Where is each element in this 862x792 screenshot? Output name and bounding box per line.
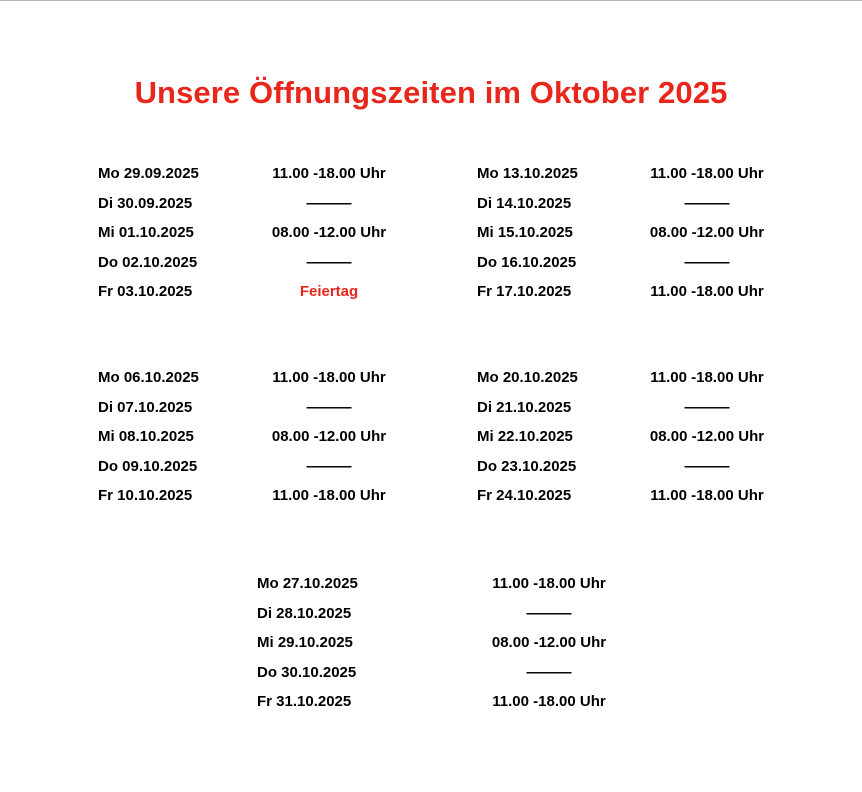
hours-value: 11.00 -18.00 Uhr <box>650 165 764 182</box>
hours-value: ——— <box>684 194 730 212</box>
hours-value: ——— <box>684 398 730 416</box>
day-label: Di 28.10.2025 <box>257 604 352 622</box>
day-label: Fr 17.10.2025 <box>477 283 572 300</box>
day-label: Fr 31.10.2025 <box>257 693 352 710</box>
hours-value: ——— <box>306 398 352 416</box>
day-label: Fr 10.10.2025 <box>98 487 193 504</box>
day-label: Fr 03.10.2025 <box>98 283 193 300</box>
hours-value: 08.00 -12.00 Uhr <box>271 224 387 241</box>
day-label: Mi 22.10.2025 <box>477 428 573 445</box>
hours-value: 11.00 -18.00 Uhr <box>272 165 386 182</box>
day-label: Mo 06.10.2025 <box>98 369 199 386</box>
day-label: Di 14.10.2025 <box>477 194 572 212</box>
hours-value: 11.00 -18.00 Uhr <box>272 487 386 504</box>
hours-value: 11.00 -18.00 Uhr <box>272 369 386 386</box>
hours-value: 08.00 -12.00 Uhr <box>491 634 607 651</box>
day-label: Do 23.10.2025 <box>477 457 577 475</box>
day-label: Do 16.10.2025 <box>477 253 577 271</box>
hours-value: 11.00 -18.00 Uhr <box>492 693 606 710</box>
day-label: Mi 29.10.2025 <box>257 634 353 651</box>
hours-value: ——— <box>306 253 352 271</box>
day-label: Di 07.10.2025 <box>98 398 193 416</box>
holiday-label: Feiertag <box>299 283 359 300</box>
hours-value: 11.00 -18.00 Uhr <box>650 369 764 386</box>
hours-value: 11.00 -18.00 Uhr <box>650 283 764 300</box>
hours-value: ——— <box>526 663 572 681</box>
hours-value: ——— <box>306 457 352 475</box>
day-label: Di 21.10.2025 <box>477 398 572 416</box>
day-label: Mo 20.10.2025 <box>477 369 578 386</box>
hours-value: ——— <box>526 604 572 622</box>
hours-value: 08.00 -12.00 Uhr <box>649 428 765 445</box>
day-label: Do 02.10.2025 <box>98 253 198 271</box>
hours-value: 08.00 -12.00 Uhr <box>649 224 765 241</box>
hours-value: ——— <box>684 253 730 271</box>
day-label: Mo 29.09.2025 <box>98 165 199 182</box>
day-label: Mo 13.10.2025 <box>477 165 578 182</box>
day-label: Mo 27.10.2025 <box>257 575 358 592</box>
day-label: Mi 08.10.2025 <box>98 428 194 445</box>
hours-value: ——— <box>684 457 730 475</box>
day-label: Fr 24.10.2025 <box>477 487 572 504</box>
hours-value: 08.00 -12.00 Uhr <box>271 428 387 445</box>
day-label: Mi 01.10.2025 <box>98 224 194 241</box>
day-label: Di 30.09.2025 <box>98 194 193 212</box>
day-label: Do 30.10.2025 <box>257 663 357 681</box>
hours-value: 11.00 -18.00 Uhr <box>650 487 764 504</box>
page-title: Unsere Öffnungszeiten im Oktober 2025 <box>134 75 728 110</box>
hours-value: 11.00 -18.00 Uhr <box>492 575 606 592</box>
hours-value: ——— <box>306 194 352 212</box>
day-label: Mi 15.10.2025 <box>477 224 573 241</box>
day-label: Do 09.10.2025 <box>98 457 198 475</box>
